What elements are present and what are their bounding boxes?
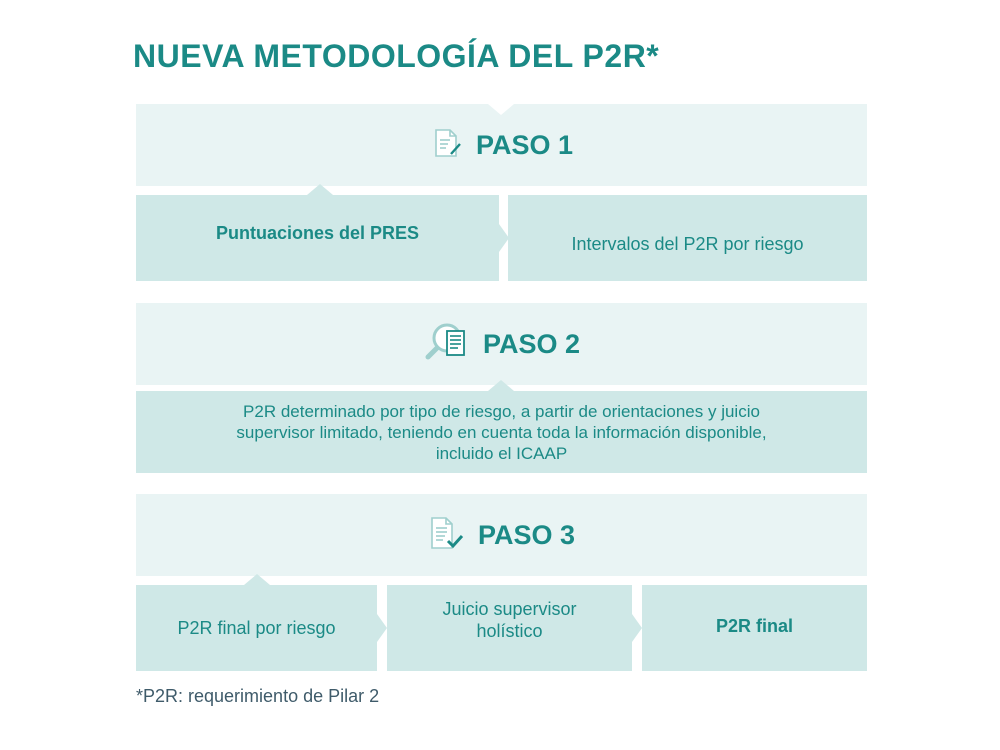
document-pencil-icon [430,127,462,164]
box-text: Intervalos del P2R por riesgo [571,234,804,254]
footnote: *P2R: requerimiento de Pilar 2 [136,686,380,706]
step-1-row [136,195,867,281]
step-3-row [136,585,867,671]
step-3-box-juicio [387,585,632,671]
band-notch [488,104,514,115]
row-notch [488,380,514,391]
chevron-right-icon [632,614,642,642]
magnifier-document-icon [423,322,469,367]
step-2-label: PASO 2 [482,328,581,359]
step-3-box-final-por-riesgo [136,585,377,671]
chevron-right-icon [377,614,387,642]
step-2-header [136,303,867,385]
page-title: NUEVA METODOLOGÍA DEL P2R* [133,38,660,74]
row-notch [307,184,333,195]
step-1-box-pres [136,195,499,281]
step-1-label: PASO 1 [475,129,574,160]
step-2-row [136,391,867,473]
step-1-box-intervals [508,195,867,281]
step-2-box-description [136,391,867,473]
step-1-header [136,104,867,186]
step-3-header [136,494,867,576]
box-text: Juicio supervisor holístico [442,599,577,641]
box-text: P2R determinado por tipo de riesgo, a partir de orientaciones y juicio supervisor limitado, teniendo en cuenta toda la información disponible, incluido el ICAAP [236,401,767,463]
document-check-icon [428,515,464,556]
step-3-label: PASO 3 [477,519,576,550]
box-text: P2R final [715,616,794,636]
box-text: P2R final por riesgo [177,618,336,638]
box-text: Puntuaciones del PRES [215,223,420,243]
step-3-box-p2r-final [642,585,867,671]
row-notch [244,574,270,585]
